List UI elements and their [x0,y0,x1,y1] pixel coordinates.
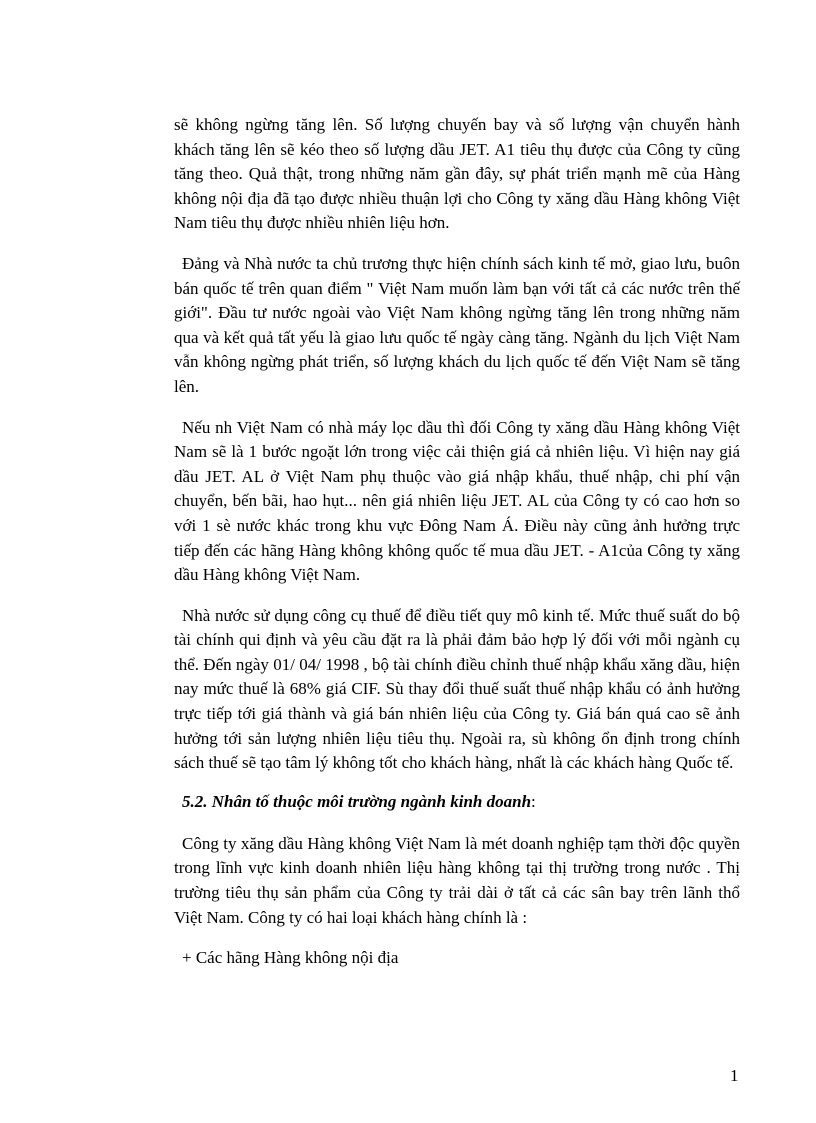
section-heading-suffix: : [531,791,536,811]
page-number: 1 [730,1066,739,1085]
bullet-domestic-airlines: + Các hãng Hàng không nội địa [182,948,399,968]
section-heading-title: 5.2. Nhân tố thuộc môi trường ngành kinh doanh [182,791,532,811]
paragraph-oil-refinery: Nếu nh Việt Nam có nhà máy lọc dầu thì đối Công ty xăng dầu Hàng không Việt Nam sẽ là 1 bước ngoặt lớn trong việc cải thiện giá cả nhiên liệu. Vì hiện nay giá dầu JET. AL ở Việt Nam phụ thuộc vào giá nhập khẩu, thuế nhập, chi phí vận chuyển, bến bãi, hao hụt... nên giá nhiên liệu JET. AL của Công ty có cao hơn so với 1 sè nước khác trong khu vực Đông Nam Á. Điều này cũng ảnh hưởng trực tiếp đến các hãng Hàng không không quốc tế mua dầu JET. - A1của Công ty xăng dầu Hàng không Việt Nam. [174,417,740,585]
paragraph-tax-policy: Nhà nước sử dụng công cụ thuế để điều tiết quy mô kinh tế. Mức thuế suất do bộ tài chính qui định và yêu cầu đặt ra là phải đảm bảo hợp lý đối với mỗi ngành cụ thể. Đến ngày 01/ 04/ 1998 , bộ tài chính điều chỉnh thuế nhập khẩu xăng dầu, hiện nay mức thuế là 68% giá CIF. Sù thay đổi thuế suất thuế nhập khẩu có ảnh hưởng trực tiếp tới giá thành và giá bán nhiên liệu của Công ty. Giá bán quá cao sẽ ảnh hưởng tới sản lượng nhiên liệu tiêu thụ. Ngoài ra, sù không ổn định trong chính sách thuế sẽ tạo tâm lý không tốt cho khách hàng, nhất là các khách hàng Quốc tế. [174,605,740,773]
page-body [174,104,740,970]
section-heading [174,790,740,814]
paragraph-industry-environment: Công ty xăng dầu Hàng không Việt Nam là mét doanh nghiệp tạm thời độc quyền trong lĩnh vực kinh doanh nhiên liệu hàng không tại thị trường trong nước . Thị trường tiêu thụ sản phẩm của Công ty trải dài ở tất cả các sân bay trên lãnh thổ Việt Nam. Công ty có hai loại khách hàng chính là : [174,833,740,927]
paragraph-open-economy: Đảng và Nhà nước ta chủ trương thực hiện chính sách kinh tế mở, giao lưu, buôn bán quốc tế trên quan điểm " Việt Nam muốn làm bạn với tất cả các nước trên thế giới". Đầu tư nước ngoài vào Việt Nam không ngừng tăng lên trong những năm qua và kết quả tất yếu là giao lưu quốc tế ngày càng tăng. Ngành du lịch Việt Nam vẫn không ngừng phát triển, số lượng khách du lịch quốc tế đến Việt Nam sẽ tăng lên. [174,253,740,396]
paragraph-flight-growth: sẽ không ngừng tăng lên. Số lượng chuyến bay và số lượng vận chuyển hành khách tăng lên sẽ kéo theo số lượng dầu JET. A1 tiêu thụ được của Công ty cũng tăng theo. Quả thật, trong những năm gần đây, sự phát triển mạnh mẽ của Hàng không nội địa đã tạo được nhiều thuận lợi cho Công ty xăng dầu Hàng không Việt Nam tiêu thụ được nhiều nhiên liệu hơn. [174,115,740,233]
